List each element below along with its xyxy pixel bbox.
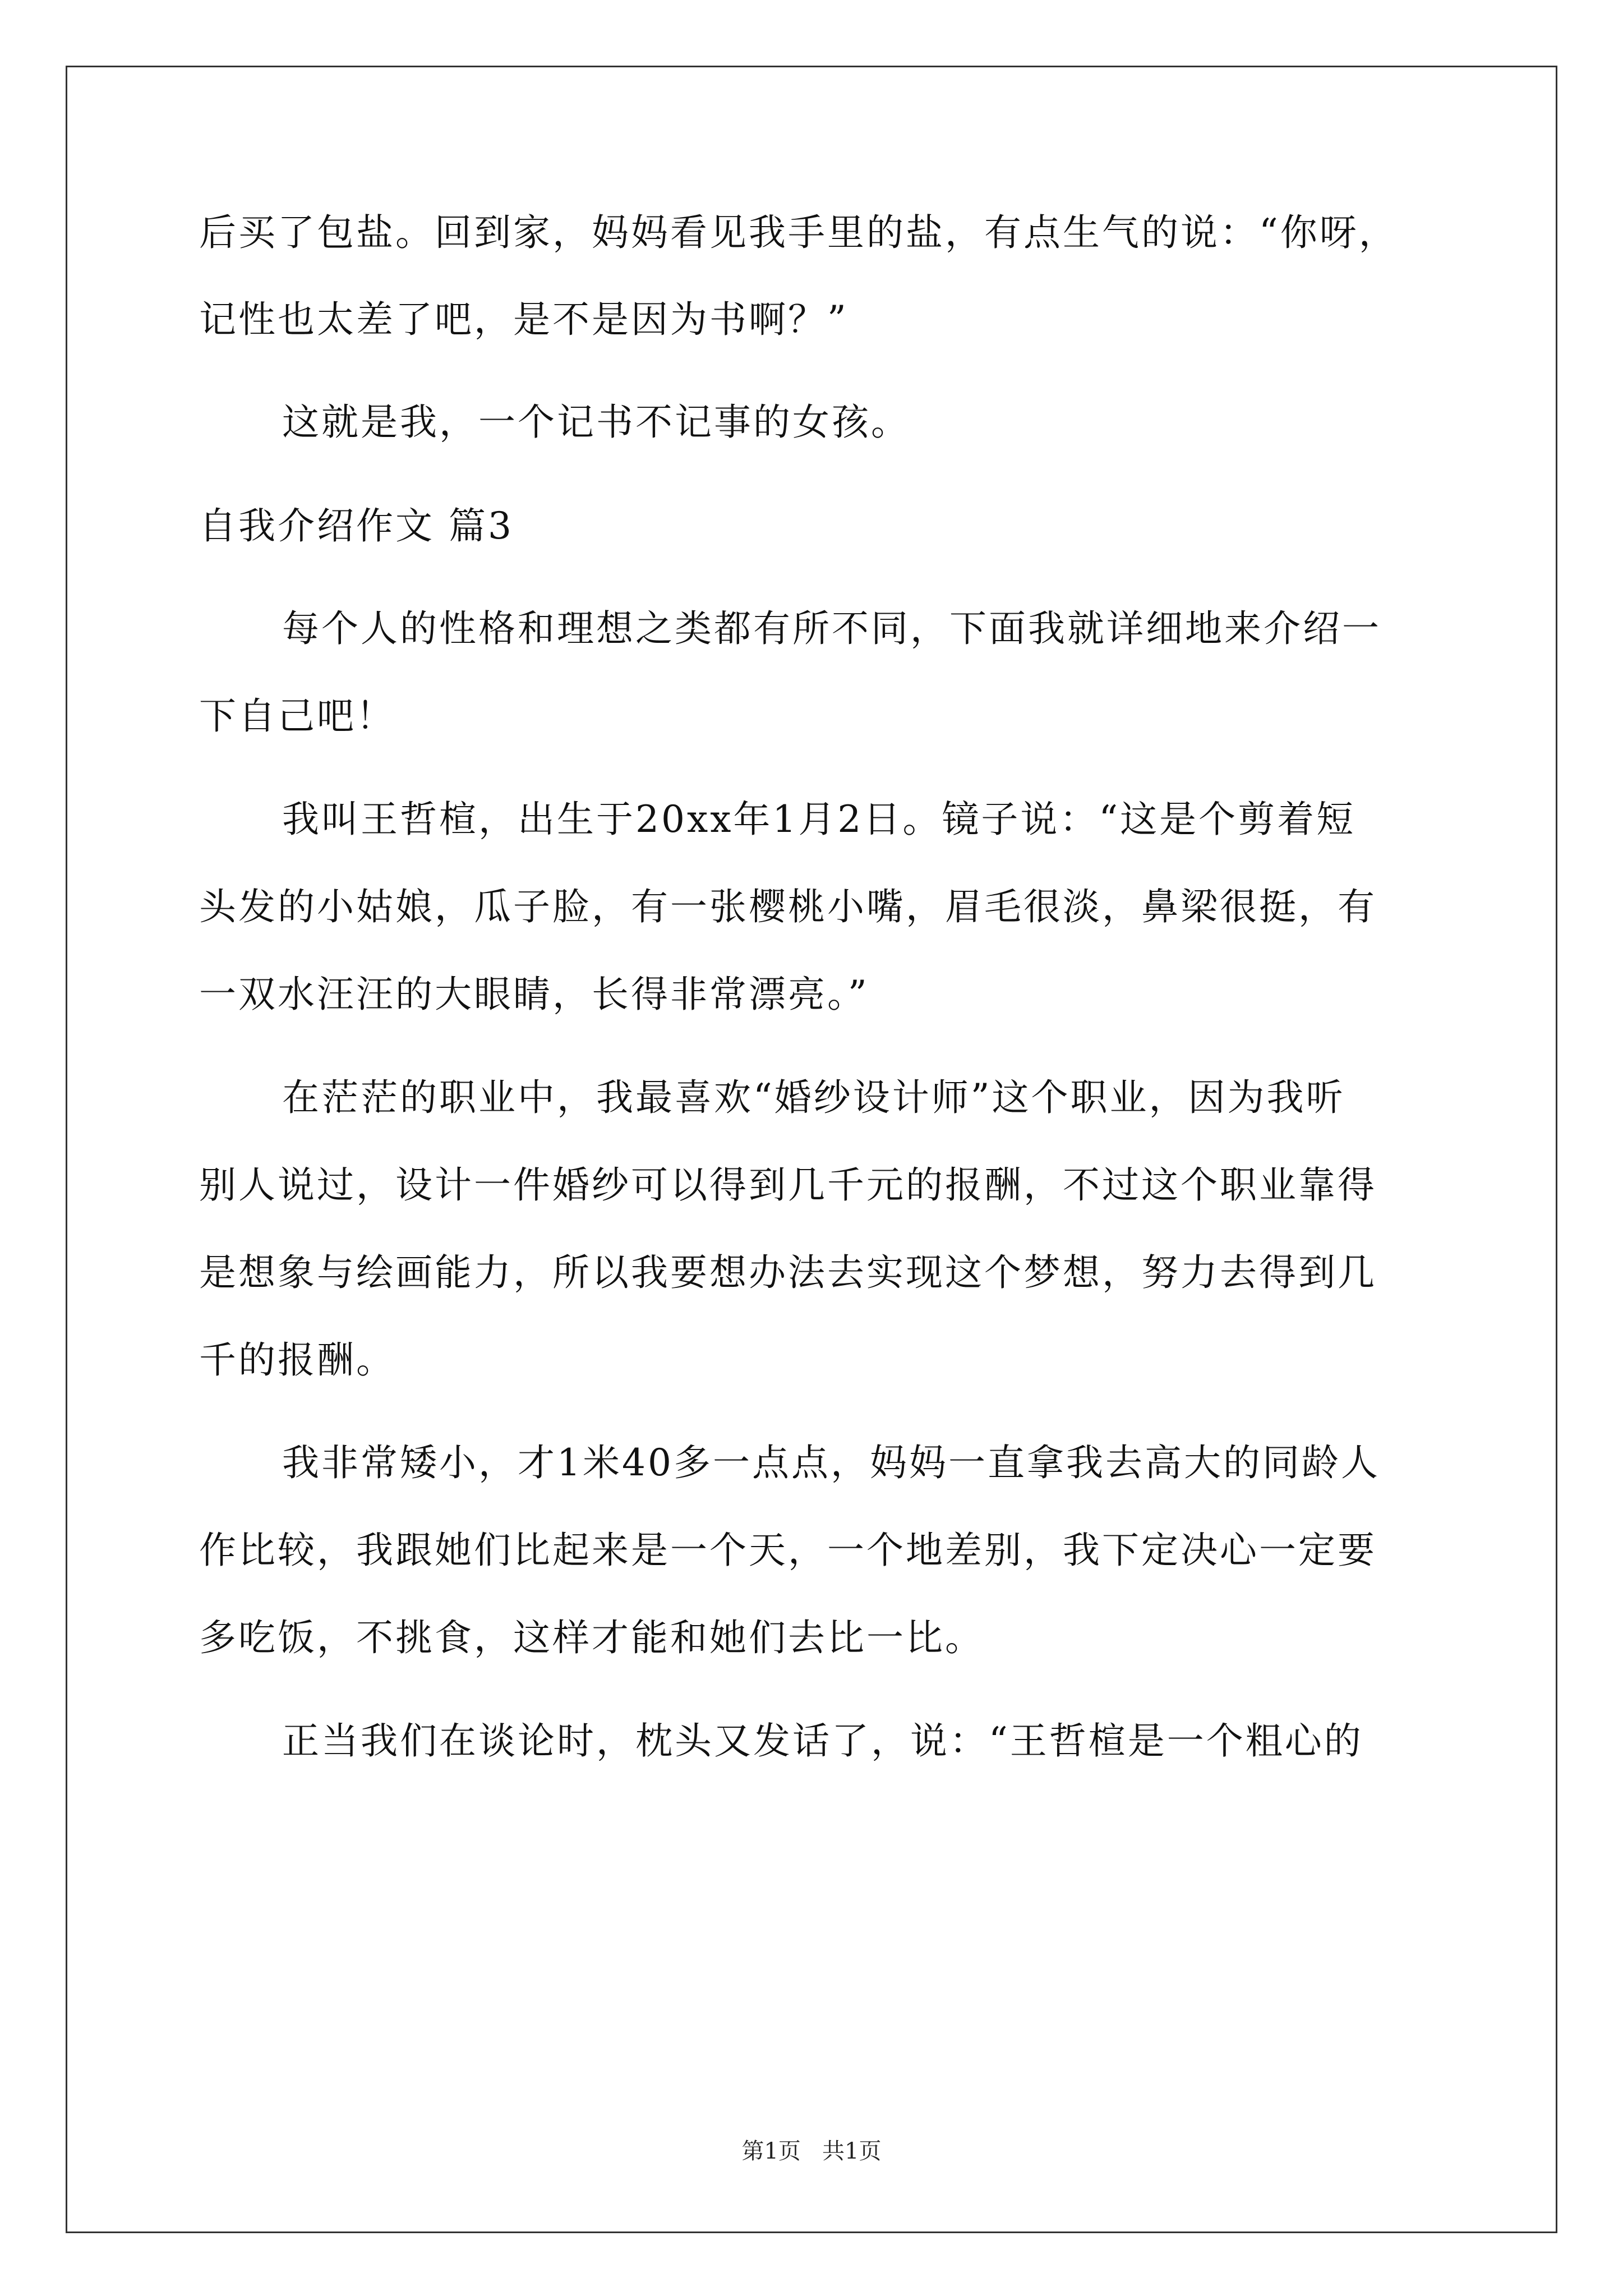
text-line: 多吃饭，不挑食，这样才能和她们去比一比。 (199, 1616, 984, 1659)
text-line: 千的报酬。 (199, 1338, 395, 1382)
page-frame (66, 66, 1557, 2233)
text-line: 这就是我，一个记书不记事的女孩。 (282, 401, 910, 444)
page-number-footer: 第1页 共1页 (741, 2138, 882, 2164)
text-line: 我非常矮小，才1米40多一点点，妈妈一直拿我去高大的同龄人 (282, 1441, 1380, 1484)
text-line: 别人说过，设计一件婚纱可以得到几千元的报酬，不过这个职业靠得 (199, 1163, 1377, 1207)
text-line: 在茫茫的职业中，我最喜欢“婚纱设计师”这个职业，因为我听 (282, 1076, 1345, 1119)
text-line: 作比较，我跟她们比起来是一个天，一个地差别，我下定决心一定要 (199, 1529, 1377, 1572)
section-heading: 自我介绍作文 篇3 (199, 504, 514, 547)
text-line: 每个人的性格和理想之类都有所不同，下面我就详细地来介绍一 (282, 607, 1381, 650)
text-line: 一双水汪汪的大眼睛，长得非常漂亮。” (199, 973, 869, 1016)
text-line: 是想象与绘画能力，所以我要想办法去实现这个梦想，努力去得到几 (199, 1251, 1377, 1294)
text-line: 记性也太差了吧，是不是因为书啊？” (199, 298, 849, 341)
text-line: 正当我们在谈论时，枕头又发话了，说：“王哲楦是一个粗心的 (282, 1719, 1363, 1763)
text-line: 后买了包盐。回到家，妈妈看见我手里的盐，有点生气的说：“你呀， (199, 211, 1398, 254)
text-line: 我叫王哲楦，出生于20xx年1月2日。镜子说：“这是个剪着短 (282, 798, 1356, 841)
text-line: 下自己吧！ (199, 694, 395, 738)
text-line: 头发的小姑娘，瓜子脸，有一张樱桃小嘴，眉毛很淡，鼻梁很挺，有 (199, 885, 1377, 928)
